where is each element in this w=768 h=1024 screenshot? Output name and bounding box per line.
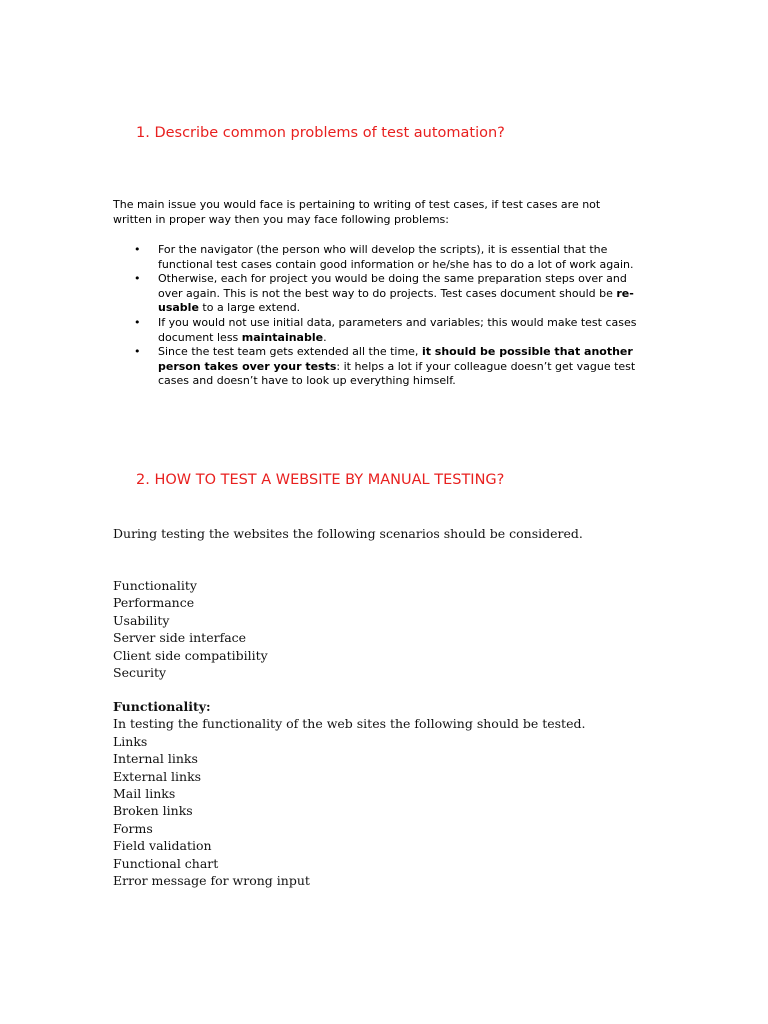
functionality-section [113, 698, 585, 889]
list-item: Server side interface [113, 630, 247, 646]
bullet-icon: • [134, 315, 141, 329]
bullet-text [158, 272, 634, 314]
list-item: Mail links [113, 786, 176, 802]
bullet-text-part: Since the test team gets extended all the time, [158, 345, 422, 359]
bullet-icon: • [134, 272, 141, 286]
list-item: Performance [113, 595, 195, 611]
list-item: Error message for wrong input [113, 873, 310, 889]
list-item: Links [113, 733, 148, 749]
bullet-text: For the navigator (the person who will develop the scripts), it is essential that the functional test cases contain good information or he/she has to do a lot of work again. [158, 243, 634, 271]
section-1-heading: 1. Describe common problems of test automation? [136, 125, 505, 141]
list-item [113, 316, 653, 345]
list-item: Forms [113, 820, 153, 836]
list-item: Broken links [113, 803, 193, 819]
functionality-heading: Functionality: [113, 699, 211, 714]
list-item: Internal links [113, 751, 198, 767]
bullet-text-part: to a large extend. [198, 301, 301, 315]
list-item: Functional chart [113, 855, 219, 871]
section-1-intro: The main issue you would face is pertaining to writing of test cases, if test cases are not written in proper way then you may face following problems: [113, 198, 601, 226]
list-item: Security [113, 665, 167, 681]
bullet-text-part: : it helps a lot if your colleague doesn’t get vague test cases and doesn’t have to look up everything himself. [158, 359, 636, 388]
bullet-bold-text: it should be possible that another person takes over your tests [158, 345, 633, 373]
bullet-icon: • [134, 243, 141, 256]
bullet-icon: • [134, 345, 141, 359]
scenarios-list [113, 577, 268, 681]
list-item: External links [113, 768, 202, 784]
bullet-bold-text: maintainable [241, 330, 324, 344]
list-item [113, 243, 653, 272]
list-item: Field validation [113, 838, 212, 854]
section-2-heading: 2. HOW TO TEST A WEBSITE BY MANUAL TESTING? [136, 472, 505, 488]
problems-list [113, 243, 653, 389]
bullet-text [158, 345, 635, 387]
list-item [113, 345, 653, 389]
list-item: Functionality [113, 578, 197, 593]
list-item: Client side compatibility [113, 647, 268, 663]
bullet-text-part: If you would not use initial data, parameters and variables; this would make test cases document less [158, 315, 637, 344]
bullet-bold-text: re-usable [158, 286, 634, 315]
list-item [113, 272, 653, 316]
bullet-text [158, 316, 637, 344]
bullet-text-part: Otherwise, each for project you would be doing the same preparation steps over and over again. This is not the best way to do projects. Test cases document should be [158, 272, 627, 300]
list-item: Usability [113, 612, 170, 628]
functionality-intro: In testing the functionality of the web sites the following should be tested. [113, 716, 586, 732]
section-2-intro: During testing the websites the following scenarios should be considered. [113, 526, 583, 541]
bullet-text-part: . [323, 330, 327, 344]
